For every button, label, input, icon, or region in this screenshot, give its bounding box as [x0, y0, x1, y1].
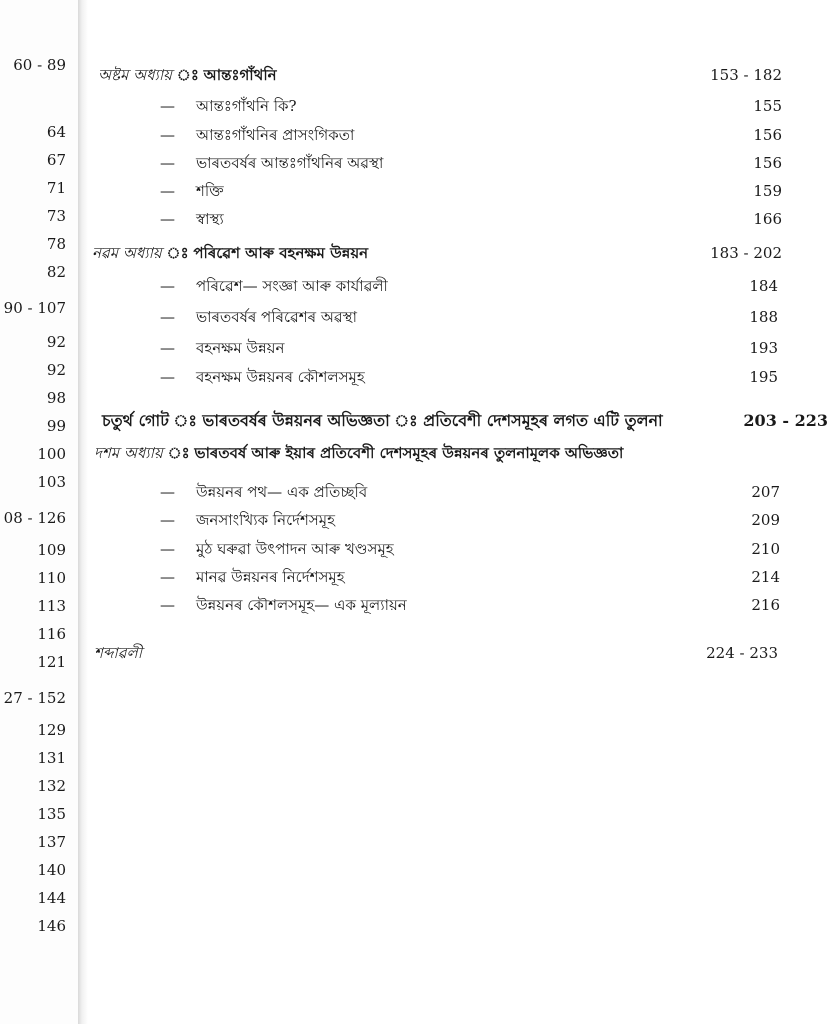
left-page-number: 08 - 126	[3, 509, 66, 527]
left-page-number: 132	[37, 777, 66, 795]
left-page-number: 71	[46, 179, 66, 197]
chapter-heading	[92, 242, 368, 264]
toc-entry: — শক্তি	[160, 182, 224, 200]
entry-title: স্বাস্থ্য	[196, 210, 224, 228]
glossary-page-range: 224 - 233	[706, 644, 778, 662]
entry-title: জনসাংখ্যিক নিৰ্দেশসমূহ	[196, 511, 335, 529]
chapter-separator: ঃ	[167, 444, 190, 462]
toc-entry: — ভাৰতবৰ্ষৰ আন্তঃগাঁথনিৰ অৱস্থা	[160, 154, 384, 172]
left-page-number: 90 - 107	[3, 299, 66, 317]
entry-title: ভাৰতবৰ্ষৰ পৰিৱেশৰ অৱস্থা	[196, 308, 357, 326]
entry-page: 207	[751, 483, 780, 501]
entry-title: পৰিৱেশ— সংজ্ঞা আৰু কাৰ্যাৱলী	[196, 277, 388, 295]
toc-entry: — ভাৰতবৰ্ষৰ পৰিৱেশৰ অৱস্থা	[160, 308, 357, 326]
left-page-number: 67	[46, 151, 66, 169]
chapter-page-range: 153 - 182	[710, 66, 782, 84]
entry-page: 156	[753, 154, 782, 172]
chapter-title: পৰিৱেশ আৰু বহনক্ষম উন্নয়ন	[193, 244, 369, 262]
left-page-number: 140	[37, 861, 66, 879]
entry-title: বহনক্ষম উন্নয়ন	[196, 339, 285, 357]
left-page-number: 129	[37, 721, 66, 739]
left-page-number-column	[0, 0, 74, 1024]
entry-page: 159	[753, 182, 782, 200]
entry-page: 195	[749, 368, 778, 386]
toc-entry: — আন্তঃগাঁথনি কি?	[160, 97, 297, 115]
entry-title: মানৱ উন্নয়নৰ নিৰ্দেশসমূহ	[196, 568, 345, 586]
toc-entry: — পৰিৱেশ— সংজ্ঞা আৰু কাৰ্যাৱলী	[160, 277, 388, 295]
entry-page: 214	[751, 568, 780, 586]
entry-page: 216	[751, 596, 780, 614]
toc-entry: — মুঠ ঘৰুৱা উৎপাদন আৰু খণ্ডসমূহ	[160, 540, 394, 558]
left-page-number: 92	[46, 361, 66, 379]
entry-title: শক্তি	[196, 182, 224, 200]
left-page-number: 146	[37, 917, 66, 935]
chapter-separator: ঃ	[166, 244, 189, 262]
toc-entry: — উন্নয়নৰ কৌশলসমূহ— এক মূল্যায়ন	[160, 596, 407, 614]
left-page-number: 109	[37, 541, 66, 559]
toc-entry: — আন্তঃগাঁথনিৰ প্ৰাসংগিকতা	[160, 126, 355, 144]
left-page-number: 121	[37, 653, 66, 671]
toc-entry: — উন্নয়নৰ পথ— এক প্ৰতিচ্ছবি	[160, 483, 368, 501]
chapter-title: ভাৰতবৰ্ষ আৰু ইয়াৰ প্ৰতিবেশী দেশসমূহৰ উন্নয়নৰ তুলনামূলক অভিজ্ঞতা	[194, 444, 624, 462]
entry-page: 210	[751, 540, 780, 558]
chapter-title: আন্তঃগাঁথনি	[203, 66, 277, 84]
left-page-number: 110	[37, 569, 66, 587]
left-page-number: 116	[37, 625, 66, 643]
entry-page: 209	[751, 511, 780, 529]
chapter-label: অষ্টম অধ্যায়	[98, 66, 173, 84]
entry-page: 155	[753, 97, 782, 115]
left-page-number: 137	[37, 833, 66, 851]
entry-page: 166	[753, 210, 782, 228]
entry-title: ভাৰতবৰ্ষৰ আন্তঃগাঁথনিৰ অৱস্থা	[196, 154, 384, 172]
left-page-number: 100	[37, 445, 66, 463]
left-page-number: 103	[37, 473, 66, 491]
entry-title: আন্তঃগাঁথনিৰ প্ৰাসংগিকতা	[196, 126, 355, 144]
toc-entry: — বহনক্ষম উন্নয়নৰ কৌশলসমূহ	[160, 368, 365, 386]
left-page-number: 82	[46, 263, 66, 281]
left-page-number: 131	[37, 749, 66, 767]
entry-title: বহনক্ষম উন্নয়নৰ কৌশলসমূহ	[196, 368, 365, 386]
table-of-contents	[88, 0, 836, 1024]
entry-title: উন্নয়নৰ কৌশলসমূহ— এক মূল্যায়ন	[196, 596, 407, 614]
book-gutter	[78, 0, 88, 1024]
entry-page: 193	[749, 339, 778, 357]
entry-title: আন্তঃগাঁথনি কি?	[196, 97, 297, 115]
left-page-number: 73	[46, 207, 66, 225]
toc-entry: — মানৱ উন্নয়নৰ নিৰ্দেশসমূহ	[160, 568, 345, 586]
chapter-page-range: 183 - 202	[710, 244, 782, 262]
entry-page: 188	[749, 308, 778, 326]
left-page-number: 64	[46, 123, 66, 141]
left-page-number: 60 - 89	[13, 56, 66, 74]
chapter-separator: ঃ	[176, 66, 199, 84]
left-page-number: 135	[37, 805, 66, 823]
glossary-label: শব্দাৱলী	[94, 644, 143, 662]
left-page-number: 98	[46, 389, 66, 407]
unit-page-range: 203 - 223	[743, 411, 828, 430]
unit-heading: চতুৰ্থ গোট ঃ ভাৰতবৰ্ষৰ উন্নয়নৰ অভিজ্ঞতা ঃ প্ৰতিবেশী দেশসমূহৰ লগত এটি তুলনা	[102, 411, 663, 430]
left-page-number: 27 - 152	[3, 689, 66, 707]
entry-page: 156	[753, 126, 782, 144]
left-page-number: 92	[46, 333, 66, 351]
entry-title: মুঠ ঘৰুৱা উৎপাদন আৰু খণ্ডসমূহ	[196, 540, 394, 558]
chapter-label: দশম অধ্যায়	[94, 444, 163, 462]
left-page-number: 99	[46, 417, 66, 435]
toc-entry: — স্বাস্থ্য	[160, 210, 224, 228]
toc-entry: — বহনক্ষম উন্নয়ন	[160, 339, 285, 357]
chapter-heading	[98, 64, 277, 86]
chapter-heading	[94, 442, 623, 464]
entry-title: উন্নয়নৰ পথ— এক প্ৰতিচ্ছবি	[196, 483, 368, 501]
chapter-label: নৱম অধ্যায়	[92, 244, 162, 262]
left-page-number: 144	[37, 889, 66, 907]
left-page-number: 113	[37, 597, 66, 615]
entry-page: 184	[749, 277, 778, 295]
left-page-number: 78	[46, 235, 66, 253]
toc-entry: — জনসাংখ্যিক নিৰ্দেশসমূহ	[160, 511, 335, 529]
